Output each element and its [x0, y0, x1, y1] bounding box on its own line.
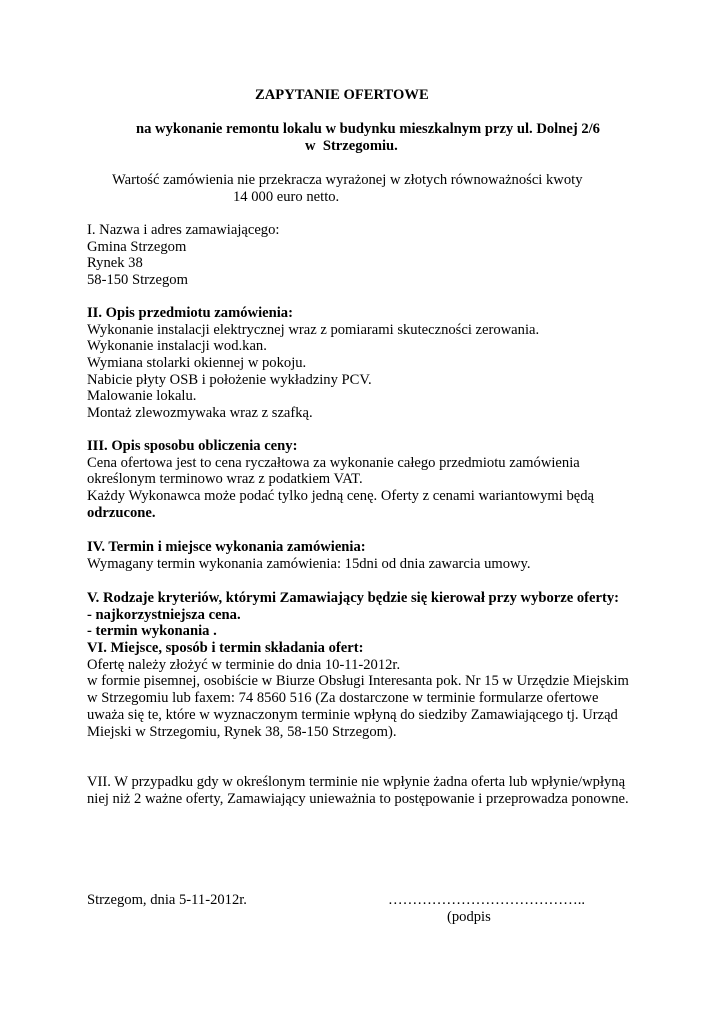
criteria-item: - termin wykonania . [87, 623, 217, 640]
title-block [255, 87, 429, 104]
signature-dots: ………………………………….. [388, 892, 586, 908]
subtitle-line-1-block [136, 121, 600, 138]
place-date: Strzegom, dnia 5-11-2012r. [87, 892, 247, 908]
section-line: Wymiana stolarki okiennej w pokoju. [87, 355, 307, 372]
criteria-item: - najkorzystniejsza cena. [87, 606, 241, 623]
section-line: niej niż 2 ważne oferty, Zamawiający unieważnia to postępowanie i przeprowadza ponowne. [87, 790, 629, 807]
section-line: określonym terminowo wraz z podatkiem VAT. [87, 471, 363, 488]
section-line: w formie pisemnej, osobiście w Biurze Obsługi Interesanta pok. Nr 15 w Urzędzie Miejskim [87, 673, 629, 690]
section-cancellation [87, 774, 629, 807]
signature-label: (podpis [447, 909, 491, 925]
section-line: Nabicie płyty OSB i położenie wykładziny PCV. [87, 371, 372, 388]
section-heading: II. Opis przedmiotu zamówienia: [87, 305, 293, 321]
subtitle-line: w Strzegomiu. [305, 137, 398, 154]
section-line: w Strzegomiu lub faxem: 74 8560 516 (Za dostarczone w terminie formularze ofertowe [87, 690, 599, 707]
signature-label-block [447, 909, 491, 926]
section-line-emphasis: odrzucone. [87, 504, 156, 521]
section-term-and-place [87, 539, 531, 572]
section-heading: V. Rodzaje kryteriów, którymi Zamawiający będzie się kierował przy wyborze oferty: [87, 590, 620, 606]
section-subject-of-order [87, 305, 539, 422]
section-line: Wymagany termin wykonania zamówienia: 15dni od dnia zawarcia umowy. [87, 555, 531, 572]
section-line: Każdy Wykonawca może podać tylko jedną cenę. Oferty z cenami wariantowymi będą [87, 488, 594, 505]
section-contracting-authority [87, 222, 279, 289]
section-line: VII. W przypadku gdy w określonym terminie nie wpłynie żadna oferta lub wpłynie/wpłyną [87, 774, 626, 790]
section-criteria-and-submission [87, 590, 629, 740]
section-heading: I. Nazwa i adres zamawiającego: [87, 222, 280, 238]
subtitle-line: na wykonanie remontu lokalu w budynku mieszkalnym przy ul. Dolnej 2/6 [136, 121, 600, 137]
section-line: Gmina Strzegom [87, 238, 187, 255]
section-line: Rynek 38 [87, 255, 143, 272]
section-line: Malowanie lokalu. [87, 388, 197, 405]
section-line: Wykonanie instalacji wod.kan. [87, 338, 267, 355]
section-line: uważa się te, które w wyznaczonym terminie wpłyną do siedziby Zamawiającego tj. Urząd [87, 706, 618, 723]
value-note-line: 14 000 euro netto. [233, 188, 340, 205]
section-line: Miejski w Strzegomiu, Rynek 38, 58-150 Strzegom). [87, 723, 397, 740]
section-price-calculation [87, 438, 594, 521]
section-heading: VI. Miejsce, sposób i termin składania ofert: [87, 640, 364, 657]
section-line: Wykonanie instalacji elektrycznej wraz z pomiarami skuteczności zerowania. [87, 321, 540, 338]
section-line: Cena ofertowa jest to cena ryczałtowa za wykonanie całego przedmiotu zamówienia [87, 454, 580, 471]
section-line: Ofertę należy złożyć w terminie do dnia 10-11-2012r. [87, 656, 401, 673]
value-note-line-2-block [233, 189, 339, 206]
subtitle-line-2-block [305, 138, 398, 155]
value-note-line: Wartość zamówienia nie przekracza wyrażonej w złotych równoważności kwoty [112, 172, 583, 188]
section-line: Montaż zlewozmywaka wraz z szafką. [87, 405, 313, 422]
section-line: 58-150 Strzegom [87, 272, 188, 289]
document-title: ZAPYTANIE OFERTOWE [255, 87, 429, 103]
value-note-line-1-block [112, 172, 583, 189]
section-heading: IV. Termin i miejsce wykonania zamówienia: [87, 539, 366, 555]
signature-line-block [388, 892, 585, 909]
place-date-block [87, 892, 247, 909]
section-heading: III. Opis sposobu obliczenia ceny: [87, 438, 298, 454]
